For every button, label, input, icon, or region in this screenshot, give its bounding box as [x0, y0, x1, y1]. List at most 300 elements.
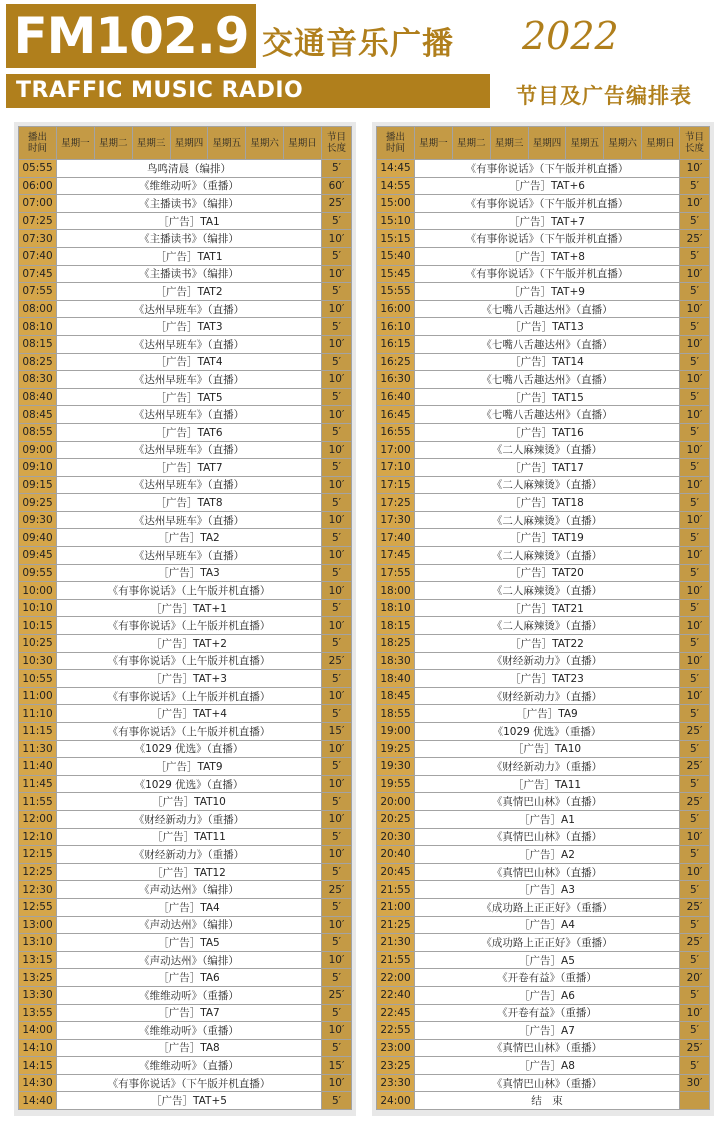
col-header-day: 星期一 [415, 127, 453, 160]
program-cell: ［广告］TAT2 [57, 283, 322, 301]
time-cell: 09:45 [19, 547, 57, 565]
duration-cell: 10′ [680, 265, 710, 283]
table-row [377, 863, 710, 881]
duration-cell: 10′ [322, 617, 352, 635]
table-row [377, 300, 710, 318]
time-cell: 08:00 [19, 300, 57, 318]
duration-cell: 10′ [680, 828, 710, 846]
table-row [377, 582, 710, 600]
table-row [19, 881, 352, 899]
table-row [19, 705, 352, 723]
program-cell: 《开卷有益》（重播） [415, 1004, 680, 1022]
table-row [19, 898, 352, 916]
duration-cell: 10′ [680, 1004, 710, 1022]
duration-cell: 5′ [322, 828, 352, 846]
program-cell: 《真情巴山林》（重播） [415, 1039, 680, 1057]
time-cell: 14:45 [377, 160, 415, 178]
table-row [19, 423, 352, 441]
table-row [377, 177, 710, 195]
program-cell: 《真情巴山林》（直播） [415, 793, 680, 811]
time-cell: 07:40 [19, 247, 57, 265]
time-cell: 09:10 [19, 459, 57, 477]
program-cell: 《声动达州》（编排） [57, 916, 322, 934]
duration-cell: 5′ [680, 846, 710, 864]
program-cell: ［广告］A2 [415, 846, 680, 864]
table-row [19, 353, 352, 371]
time-cell: 09:55 [19, 564, 57, 582]
program-cell: ［广告］TAT8 [57, 494, 322, 512]
table-row [377, 1039, 710, 1057]
table-row [377, 476, 710, 494]
table-row [19, 617, 352, 635]
table-row [19, 670, 352, 688]
table-row [19, 828, 352, 846]
program-cell: 《财经新动力》（重播） [57, 810, 322, 828]
duration-cell: 10′ [680, 371, 710, 389]
program-cell: 《有事你说话》（上午版并机直播） [57, 723, 322, 741]
program-cell: ［广告］TAT20 [415, 564, 680, 582]
time-cell: 09:25 [19, 494, 57, 512]
table-row [377, 529, 710, 547]
time-cell: 10:15 [19, 617, 57, 635]
program-cell: 《财经新动力》（重播） [57, 846, 322, 864]
program-cell: ［广告］TAT+1 [57, 599, 322, 617]
time-cell: 17:10 [377, 459, 415, 477]
table-row [377, 283, 710, 301]
duration-cell: 5′ [680, 1022, 710, 1040]
col-header-day: 星期四 [170, 127, 208, 160]
program-cell: 《有事你说话》（下午版并机直播） [415, 195, 680, 213]
duration-cell: 10′ [680, 547, 710, 565]
table-row [19, 476, 352, 494]
table-row [377, 635, 710, 653]
time-cell: 14:40 [19, 1092, 57, 1110]
program-cell: ［广告］TAT7 [57, 459, 322, 477]
time-cell: 22:55 [377, 1022, 415, 1040]
table-row [377, 652, 710, 670]
table-row [19, 1057, 352, 1075]
program-cell: 《1029 优选》（直播） [57, 775, 322, 793]
time-cell: 11:00 [19, 687, 57, 705]
duration-cell: 5′ [680, 1057, 710, 1075]
table-row [19, 793, 352, 811]
duration-cell: 10′ [322, 951, 352, 969]
duration-cell: 10′ [322, 547, 352, 565]
program-cell: ［广告］A7 [415, 1022, 680, 1040]
table-row [19, 687, 352, 705]
program-cell: ［广告］TAT5 [57, 388, 322, 406]
station-name-en: TRAFFIC MUSIC RADIO [6, 74, 490, 108]
program-cell: 《二人麻辣烫》（直播） [415, 547, 680, 565]
table-row [19, 265, 352, 283]
table-row [377, 371, 710, 389]
program-cell: ［广告］TAT16 [415, 423, 680, 441]
duration-cell: 25′ [680, 230, 710, 248]
time-cell: 11:55 [19, 793, 57, 811]
col-header-day: 星期六 [604, 127, 642, 160]
duration-cell: 5′ [322, 160, 352, 178]
table-row [377, 828, 710, 846]
duration-cell: 5′ [322, 388, 352, 406]
duration-cell: 5′ [680, 881, 710, 899]
program-cell: 《1029 优选》（重播） [415, 723, 680, 741]
duration-cell: 5′ [680, 916, 710, 934]
duration-cell: 5′ [680, 775, 710, 793]
program-cell: 《七嘴八舌趣达州》（直播） [415, 300, 680, 318]
duration-cell: 10′ [322, 775, 352, 793]
table-row [19, 511, 352, 529]
duration-cell: 5′ [680, 423, 710, 441]
time-cell: 12:30 [19, 881, 57, 899]
time-cell: 13:00 [19, 916, 57, 934]
time-cell: 22:45 [377, 1004, 415, 1022]
table-row [19, 951, 352, 969]
time-cell: 11:15 [19, 723, 57, 741]
duration-cell: 5′ [322, 1092, 352, 1110]
duration-cell: 10′ [322, 441, 352, 459]
program-cell: 《有事你说话》（下午版并机直播） [57, 1074, 322, 1092]
duration-cell: 10′ [322, 406, 352, 424]
table-row [377, 406, 710, 424]
header [0, 0, 722, 120]
program-cell: 《二人麻辣烫》（直播） [415, 511, 680, 529]
duration-cell: 5′ [322, 283, 352, 301]
time-cell: 09:40 [19, 529, 57, 547]
time-cell: 17:15 [377, 476, 415, 494]
table-row [377, 916, 710, 934]
table-row [19, 1022, 352, 1040]
time-cell: 14:30 [19, 1074, 57, 1092]
program-cell: ［广告］TA5 [57, 934, 322, 952]
time-cell: 12:25 [19, 863, 57, 881]
program-cell: 《1029 优选》（直播） [57, 740, 322, 758]
program-cell: ［广告］TAT17 [415, 459, 680, 477]
program-cell: 《有事你说话》（上午版并机直播） [57, 617, 322, 635]
time-cell: 17:55 [377, 564, 415, 582]
duration-cell: 25′ [322, 881, 352, 899]
duration-cell: 10′ [322, 335, 352, 353]
table-row [377, 1004, 710, 1022]
time-cell: 19:55 [377, 775, 415, 793]
table-row [377, 160, 710, 178]
duration-cell: 5′ [680, 529, 710, 547]
time-cell: 14:10 [19, 1039, 57, 1057]
program-cell: 《主播读书》（编排） [57, 195, 322, 213]
time-cell: 13:55 [19, 1004, 57, 1022]
frequency-logo: FM102.9 [6, 4, 256, 68]
table-row [377, 388, 710, 406]
col-header-day: 星期日 [284, 127, 322, 160]
time-cell: 07:00 [19, 195, 57, 213]
table-row [19, 547, 352, 565]
time-cell: 13:15 [19, 951, 57, 969]
table-row [377, 318, 710, 336]
program-cell: ［广告］TAT3 [57, 318, 322, 336]
table-row [377, 230, 710, 248]
time-cell: 15:45 [377, 265, 415, 283]
program-cell: 《有事你说话》（上午版并机直播） [57, 582, 322, 600]
duration-cell: 10′ [322, 300, 352, 318]
program-cell: 《真情巴山林》（重播） [415, 1074, 680, 1092]
duration-cell: 25′ [680, 758, 710, 776]
duration-cell [680, 1092, 710, 1110]
time-cell: 10:00 [19, 582, 57, 600]
program-cell: 《达州早班车》（直播） [57, 476, 322, 494]
time-cell: 07:45 [19, 265, 57, 283]
table-row [19, 863, 352, 881]
table-row [377, 247, 710, 265]
duration-cell: 10′ [680, 617, 710, 635]
program-cell: 《财经新动力》（重播） [415, 758, 680, 776]
duration-cell: 5′ [680, 318, 710, 336]
table-row [19, 318, 352, 336]
time-cell: 21:55 [377, 881, 415, 899]
time-cell: 16:15 [377, 335, 415, 353]
duration-cell: 5′ [322, 529, 352, 547]
time-cell: 09:30 [19, 511, 57, 529]
col-header-day: 星期二 [452, 127, 490, 160]
col-header-day: 星期一 [57, 127, 95, 160]
program-cell: 《达州早班车》（直播） [57, 371, 322, 389]
time-cell: 18:55 [377, 705, 415, 723]
duration-cell: 10′ [322, 1074, 352, 1092]
program-cell: 《有事你说话》（下午版并机直播） [415, 265, 680, 283]
duration-cell: 5′ [322, 635, 352, 653]
program-cell: ［广告］A8 [415, 1057, 680, 1075]
time-cell: 21:25 [377, 916, 415, 934]
table-row [377, 459, 710, 477]
table-row [377, 494, 710, 512]
table-row [19, 846, 352, 864]
program-cell: ［广告］A3 [415, 881, 680, 899]
time-cell: 16:55 [377, 423, 415, 441]
time-cell: 08:10 [19, 318, 57, 336]
program-cell: ［广告］TAT18 [415, 494, 680, 512]
table-row [19, 564, 352, 582]
table-row [19, 300, 352, 318]
duration-cell: 5′ [322, 934, 352, 952]
program-cell: 《达州早班车》（直播） [57, 300, 322, 318]
program-cell: 结 束 [415, 1092, 680, 1110]
time-cell: 21:00 [377, 898, 415, 916]
time-cell: 08:40 [19, 388, 57, 406]
time-cell: 19:30 [377, 758, 415, 776]
table-row [19, 160, 352, 178]
program-cell: 《七嘴八舌趣达州》（直播） [415, 371, 680, 389]
time-cell: 05:55 [19, 160, 57, 178]
program-cell: ［广告］TA10 [415, 740, 680, 758]
program-cell: 《声动达州》（编排） [57, 951, 322, 969]
duration-cell: 5′ [680, 459, 710, 477]
program-cell: 《有事你说话》（下午版并机直播） [415, 230, 680, 248]
program-cell: ［广告］TAT4 [57, 353, 322, 371]
col-header-time: 播出 时间 [19, 127, 57, 160]
program-cell: ［广告］TA4 [57, 898, 322, 916]
program-cell: ［广告］TAT11 [57, 828, 322, 846]
program-cell: 《维维动听》（重播） [57, 1022, 322, 1040]
time-cell: 13:25 [19, 969, 57, 987]
table-row [19, 582, 352, 600]
duration-cell: 5′ [322, 423, 352, 441]
table-row [19, 740, 352, 758]
table-row [19, 934, 352, 952]
duration-cell: 5′ [322, 863, 352, 881]
table-row [19, 1039, 352, 1057]
program-cell: ［广告］TAT+2 [57, 635, 322, 653]
program-cell: ［广告］TAT15 [415, 388, 680, 406]
program-cell: ［广告］TAT22 [415, 635, 680, 653]
program-cell: 《达州早班车》（直播） [57, 511, 322, 529]
time-cell: 14:55 [377, 177, 415, 195]
table-row [377, 775, 710, 793]
program-cell: ［广告］TA8 [57, 1039, 322, 1057]
table-row [377, 846, 710, 864]
time-cell: 12:10 [19, 828, 57, 846]
table-row [377, 1092, 710, 1110]
program-cell: 《维维动听》（直播） [57, 1057, 322, 1075]
col-header-time: 播出 时间 [377, 127, 415, 160]
program-cell: ［广告］A6 [415, 986, 680, 1004]
duration-cell: 5′ [680, 212, 710, 230]
program-cell: ［广告］TA6 [57, 969, 322, 987]
duration-cell: 10′ [680, 160, 710, 178]
duration-cell: 5′ [680, 740, 710, 758]
time-cell: 16:10 [377, 318, 415, 336]
duration-cell: 10′ [680, 687, 710, 705]
time-cell: 23:00 [377, 1039, 415, 1057]
program-cell: ［广告］TA2 [57, 529, 322, 547]
time-cell: 24:00 [377, 1092, 415, 1110]
time-cell: 12:15 [19, 846, 57, 864]
program-cell: ［广告］TA11 [415, 775, 680, 793]
program-cell: 《开卷有益》（重播） [415, 969, 680, 987]
duration-cell: 5′ [322, 670, 352, 688]
time-cell: 08:15 [19, 335, 57, 353]
duration-cell: 10′ [322, 511, 352, 529]
duration-cell: 5′ [680, 177, 710, 195]
table-row [377, 793, 710, 811]
time-cell: 08:45 [19, 406, 57, 424]
table-row [377, 617, 710, 635]
duration-cell: 5′ [680, 599, 710, 617]
time-cell: 17:25 [377, 494, 415, 512]
duration-cell: 10′ [680, 335, 710, 353]
table-row [19, 459, 352, 477]
duration-cell: 10′ [322, 371, 352, 389]
table-row [19, 177, 352, 195]
duration-cell: 10′ [322, 687, 352, 705]
table-row [19, 195, 352, 213]
table-row [377, 670, 710, 688]
program-cell: ［广告］A1 [415, 810, 680, 828]
program-cell: 《二人麻辣烫》（直播） [415, 476, 680, 494]
duration-cell: 60′ [322, 177, 352, 195]
time-cell: 20:30 [377, 828, 415, 846]
time-cell: 08:55 [19, 423, 57, 441]
table-row [19, 986, 352, 1004]
table-row [377, 441, 710, 459]
time-cell: 07:25 [19, 212, 57, 230]
duration-cell: 5′ [680, 635, 710, 653]
duration-cell: 15′ [322, 723, 352, 741]
table-row [377, 705, 710, 723]
schedule-panel-left [14, 122, 356, 1116]
duration-cell: 10′ [322, 1022, 352, 1040]
time-cell: 09:15 [19, 476, 57, 494]
program-cell: 《达州早班车》（直播） [57, 406, 322, 424]
col-header-day: 星期五 [208, 127, 246, 160]
col-header-day: 星期四 [528, 127, 566, 160]
program-cell: ［广告］TA7 [57, 1004, 322, 1022]
duration-cell: 10′ [322, 740, 352, 758]
program-cell: ［广告］TA3 [57, 564, 322, 582]
time-cell: 17:30 [377, 511, 415, 529]
duration-cell: 5′ [322, 969, 352, 987]
time-cell: 17:00 [377, 441, 415, 459]
table-row [19, 230, 352, 248]
time-cell: 19:00 [377, 723, 415, 741]
time-cell: 13:10 [19, 934, 57, 952]
time-cell: 18:25 [377, 635, 415, 653]
duration-cell: 5′ [322, 1004, 352, 1022]
col-header-day: 星期二 [94, 127, 132, 160]
time-cell: 10:55 [19, 670, 57, 688]
duration-cell: 5′ [322, 564, 352, 582]
duration-cell: 25′ [680, 723, 710, 741]
duration-cell: 5′ [322, 318, 352, 336]
time-cell: 11:40 [19, 758, 57, 776]
time-cell: 20:25 [377, 810, 415, 828]
program-cell: ［广告］TAT23 [415, 670, 680, 688]
program-cell: 《维维动听》（重播） [57, 177, 322, 195]
program-cell: 《二人麻辣烫》（直播） [415, 441, 680, 459]
duration-cell: 5′ [322, 599, 352, 617]
duration-cell: 5′ [680, 564, 710, 582]
duration-cell: 5′ [680, 494, 710, 512]
table-row [19, 1074, 352, 1092]
table-row [377, 898, 710, 916]
year-label: 2022 [522, 14, 619, 58]
program-cell: ［广告］TAT10 [57, 793, 322, 811]
duration-cell: 5′ [322, 459, 352, 477]
table-row [19, 406, 352, 424]
time-cell: 08:30 [19, 371, 57, 389]
program-cell: 《有事你说话》（下午版并机直播） [415, 160, 680, 178]
time-cell: 16:00 [377, 300, 415, 318]
time-cell: 15:55 [377, 283, 415, 301]
table-row [19, 441, 352, 459]
time-cell: 15:40 [377, 247, 415, 265]
duration-cell: 5′ [680, 247, 710, 265]
duration-cell: 5′ [680, 283, 710, 301]
program-cell: ［广告］TAT1 [57, 247, 322, 265]
time-cell: 08:25 [19, 353, 57, 371]
time-cell: 16:30 [377, 371, 415, 389]
program-cell: ［广告］TAT13 [415, 318, 680, 336]
program-cell: ［广告］TAT+4 [57, 705, 322, 723]
duration-cell: 10′ [322, 265, 352, 283]
duration-cell: 10′ [322, 810, 352, 828]
time-cell: 11:30 [19, 740, 57, 758]
time-cell: 18:15 [377, 617, 415, 635]
duration-cell: 5′ [680, 670, 710, 688]
table-row [19, 599, 352, 617]
table-row [19, 810, 352, 828]
program-cell: ［广告］A5 [415, 951, 680, 969]
table-row [377, 687, 710, 705]
duration-cell: 30′ [680, 1074, 710, 1092]
table-row [377, 934, 710, 952]
